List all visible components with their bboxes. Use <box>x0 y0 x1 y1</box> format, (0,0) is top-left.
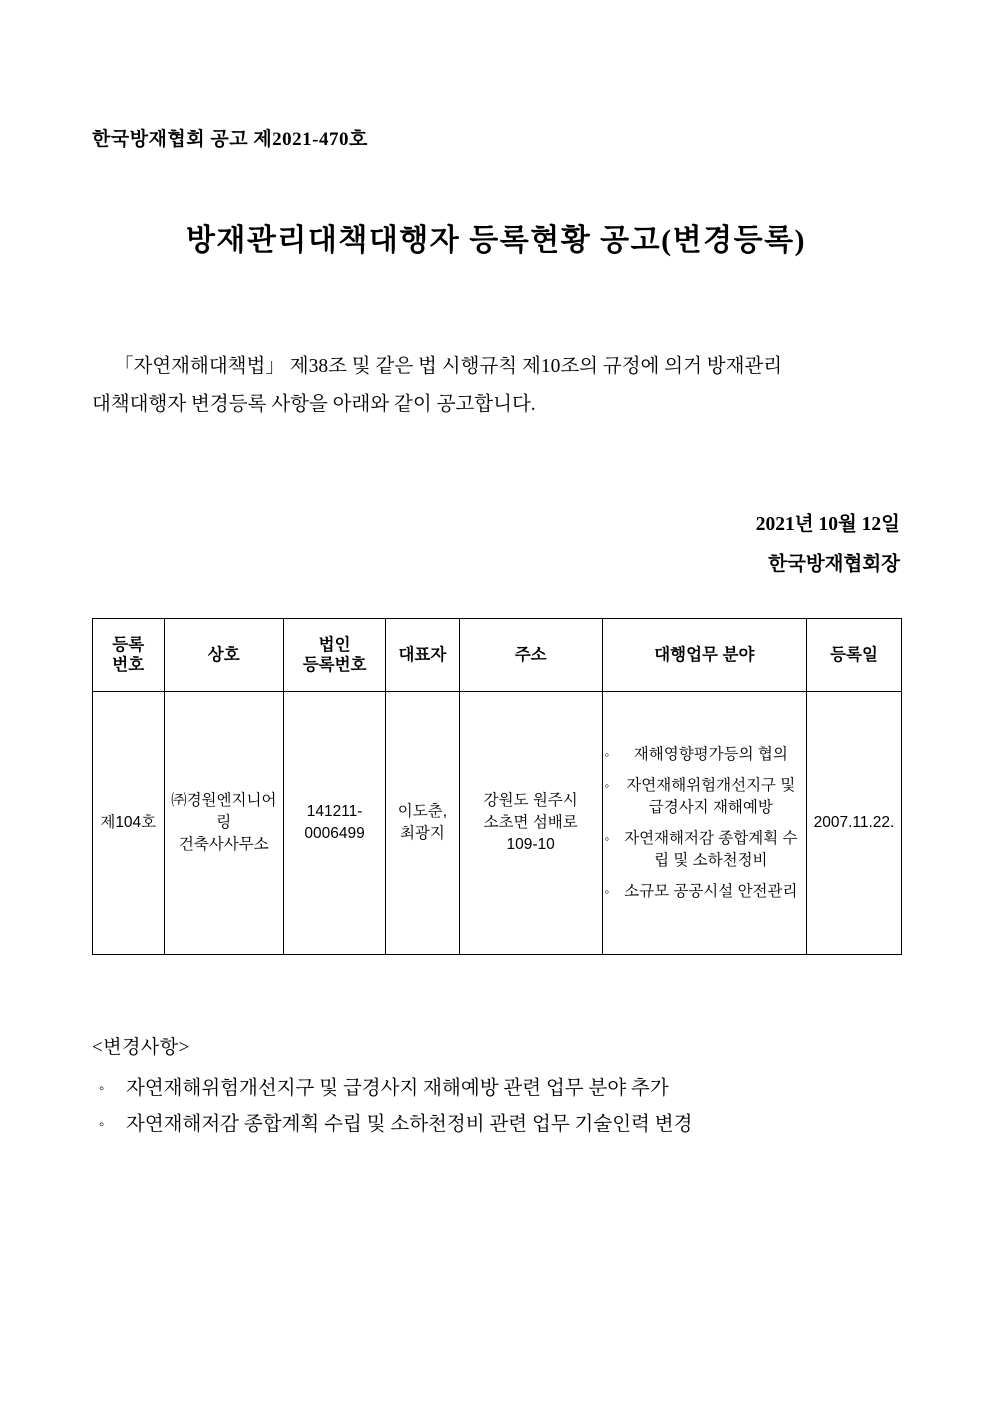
work-scope-item: ◦ 재해영향평가등의 협의 <box>605 744 804 766</box>
changes-title: <변경사항> <box>92 1037 190 1058</box>
cell-bizno-line2: 0006499 <box>304 825 365 842</box>
cell-work-scope <box>602 692 806 955</box>
column-header-regno-line1: 등록 <box>112 636 145 654</box>
registration-table <box>92 618 902 955</box>
changes-list <box>92 1071 692 1143</box>
cell-address-line3: 109-10 <box>506 836 555 853</box>
table-header-row <box>93 619 902 692</box>
table-row <box>93 692 902 955</box>
cell-ceo-line1: 이도춘, <box>397 803 448 820</box>
column-header-name: 상호 <box>164 619 284 692</box>
doc-number: 한국방재협회 공고 제2021-470호 <box>92 129 368 150</box>
intro-line-2: 대책대행자 변경등록 사항을 아래와 같이 공고합니다. <box>92 394 536 415</box>
work-scope-list <box>605 744 804 903</box>
cell-ceo-line2: 최광지 <box>399 825 445 842</box>
changes-item: ◦ 자연재해저감 종합계획 수립 및 소하천정비 관련 업무 기술인력 변경 <box>92 1107 692 1143</box>
cell-name-line2: 건축사사무소 <box>178 836 269 853</box>
cell-address <box>459 692 602 955</box>
cell-address-line1: 강원도 원주시 <box>483 792 578 809</box>
intro-line-1: 「자연재해대책법」 제38조 및 같은 법 시행규칙 제10조의 규정에 의거 방재관리 <box>114 356 783 377</box>
column-header-ceo: 대표자 <box>386 619 460 692</box>
column-header-work: 대행업무 분야 <box>602 619 806 692</box>
work-scope-item: ◦ 자연재해저감 종합계획 수립 및 소하천정비 <box>605 828 804 872</box>
work-scope-item: ◦ 자연재해위험개선지구 및 급경사지 재해예방 <box>605 775 804 819</box>
column-header-bizno-line2: 등록번호 <box>302 656 367 674</box>
changes-item: ◦ 자연재해위험개선지구 및 급경사지 재해예방 관련 업무 분야 추가 <box>92 1071 692 1107</box>
column-header-address: 주소 <box>459 619 602 692</box>
changes-section <box>92 1032 692 1143</box>
column-header-regno-line2: 번호 <box>112 656 145 674</box>
cell-name-line1: ㈜경원엔지니어링 <box>171 792 277 831</box>
intro-paragraph <box>92 348 900 424</box>
signature-block <box>756 505 900 585</box>
page-title: 방재관리대책대행자 등록현황 공고(변경등록) <box>185 224 807 257</box>
cell-regno: 제104호 <box>93 692 165 955</box>
column-header-regno <box>93 619 165 692</box>
issuer-name: 한국방재협회장 <box>768 554 900 575</box>
cell-registration-date: 2007.11.22. <box>806 692 901 955</box>
cell-bizno-line1: 141211- <box>306 803 363 820</box>
cell-ceo <box>386 692 460 955</box>
issue-date: 2021년 10월 12일 <box>755 514 900 535</box>
work-scope-item: ◦ 소규모 공공시설 안전관리 <box>605 881 804 903</box>
cell-bizno <box>284 692 386 955</box>
cell-name <box>164 692 284 955</box>
column-header-bizno-line1: 법인 <box>318 636 351 654</box>
cell-address-line2: 소초면 섬배로 <box>483 814 578 831</box>
column-header-bizno <box>284 619 386 692</box>
column-header-date: 등록일 <box>806 619 901 692</box>
